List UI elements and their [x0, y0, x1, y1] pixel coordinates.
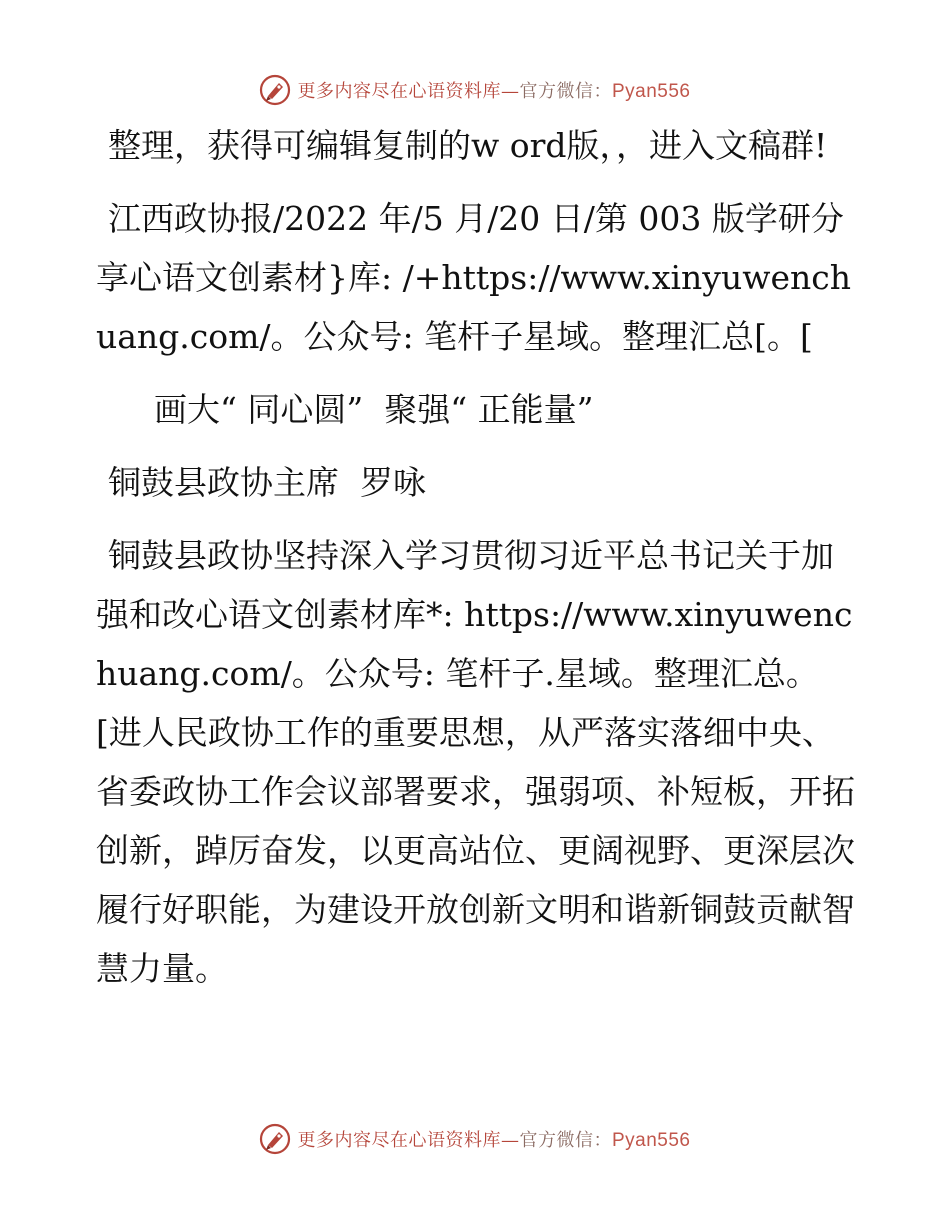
- banner-text: [297, 77, 690, 103]
- banner-wechat-label: 官方微信：: [519, 81, 612, 102]
- pen-nib-logo-icon: [259, 74, 291, 106]
- header-banner: [0, 70, 950, 110]
- banner-main-text: 更多内容尽在心语资料库: [297, 1130, 501, 1151]
- document-body: [96, 116, 856, 998]
- paragraph-body: 铜鼓县政协坚持深入学习贯彻习近平总书记关于加强和改心语文创素材库*: https://www.xinyuwenchuang.com/。公众号: 笔杆子.星域。整理汇总。[进人民政协工作的重要思想，从严落实落细中央、省委政协工作会议部署要求，强弱项、补短板，开拓创新，踔厉奋发，以更高站位、更阔视野、更深层次履行好职能，为建设开放创新文明和谐新铜鼓贡献智慧力量。: [96, 536, 855, 988]
- banner-main-text: 更多内容尽在心语资料库: [297, 81, 501, 102]
- pen-nib-logo-icon: [259, 1123, 291, 1155]
- banner-dash: —: [500, 1130, 520, 1151]
- banner-wechat-label: 官方微信：: [519, 1130, 612, 1151]
- article-author: 铜鼓县政协主席 罗咏: [108, 463, 426, 502]
- banner-wechat-id: Pyan556: [611, 81, 691, 102]
- paragraph-intro: 整理，获得可编辑复制的w ord版，，进入文稿群!: [108, 126, 828, 165]
- article-title: 画大“ 同心圆” 聚强“ 正能量”: [154, 390, 594, 429]
- paragraph-source: 江西政协报/2022 年/5 月/20 日/第 003 版学研分享心语文创素材}库: /+https://www.xinyuwenchuang.com/。公众号: 笔杆子星域。整理汇总[。[: [96, 199, 851, 356]
- banner-text: [297, 1126, 690, 1152]
- banner-wechat-id: Pyan556: [611, 1130, 691, 1151]
- footer-banner: [0, 1119, 950, 1159]
- banner-dash: —: [500, 81, 520, 102]
